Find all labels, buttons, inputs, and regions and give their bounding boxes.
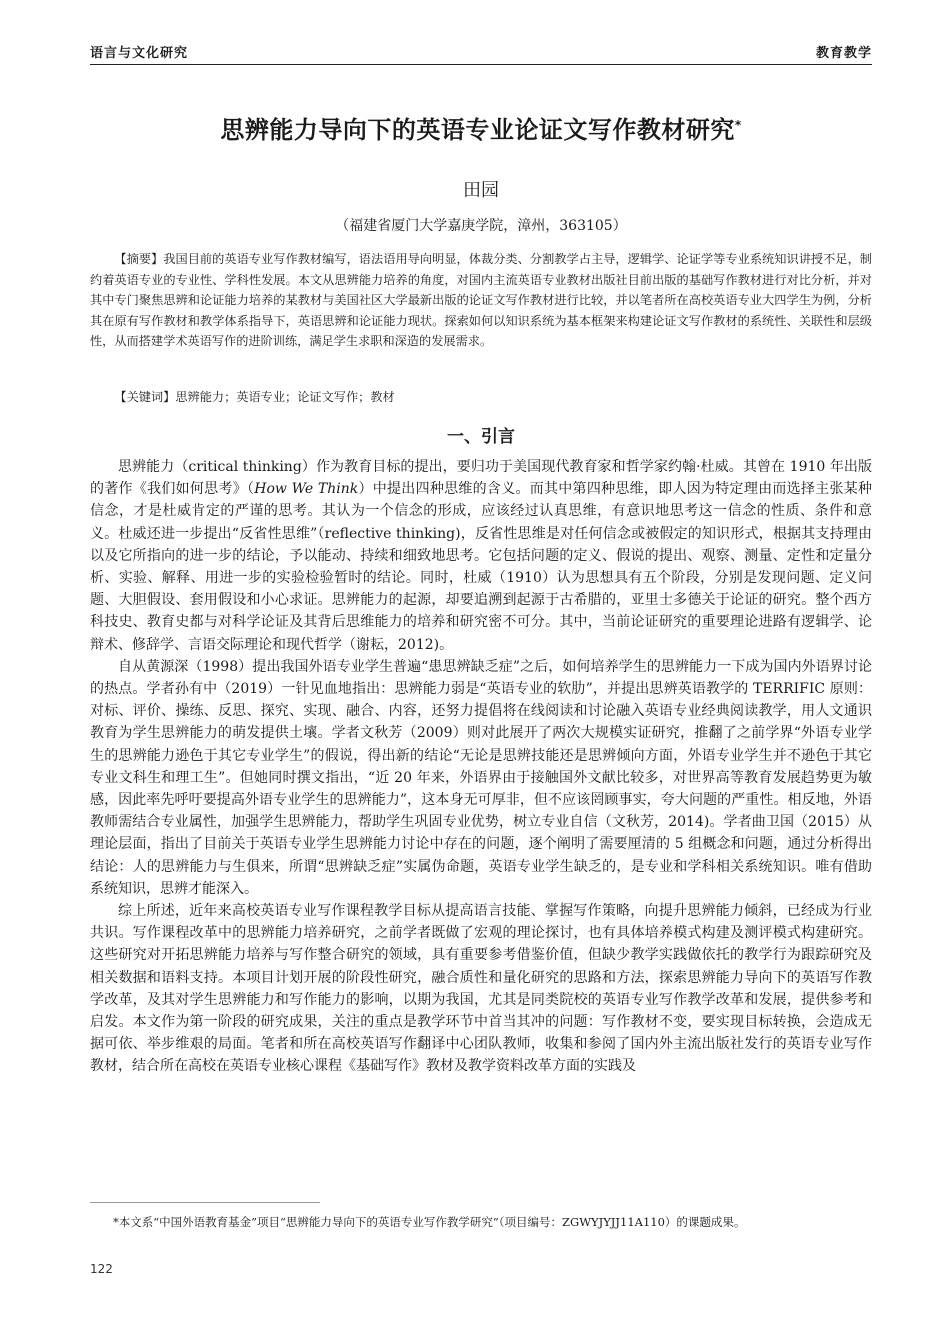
footnote-divider bbox=[90, 1202, 320, 1203]
article-title bbox=[90, 110, 872, 145]
header-column-name: 教育教学 bbox=[815, 46, 872, 61]
body-text bbox=[90, 456, 872, 1078]
keywords: 【关键词】思辨能力；英语专业；论证文写作；教材 bbox=[114, 390, 395, 404]
article-title-text: 思辨能力导向下的英语专业论证文写作教材研究 bbox=[220, 116, 735, 144]
author-affiliation: （福建省厦门大学嘉庚学院，漳州，363105） bbox=[335, 218, 627, 234]
paragraph-1 bbox=[90, 456, 872, 656]
paragraph-1-part-b: ）中提出四种思维的含义。而其中第四种思维，即人因为特定理由而选择主张某种信念，才是杜威肯定的严谨的思考。其认为一个信念的形成，应该经过认真思维，有意识地思考这一信念的性质、条件和意义。杜威还进一步提出“反省性思维”（reflective thinking)，反省性思维是对任何信念或被假定的知识形式，根据其支持理由以及它所指向的进一步的结论，予以能动、持续和细致地思考。它包括问题的定义、假说的提出、观察、测量、定性和定量分析、实验、解释、用进一步的实验检验暂时的结论。同时，杜威（1910）认为思想具有五个阶段，分别是发现问题、定义问题、大胆假设、套用假设和小心求证。思辨能力的起源，却要追溯到起源于古希腊的，亚里士多德关于论证的研究。整个西方科技史、教育史都与对科学论证及其背后思维能力的培养和研究密不可分。其中，当前论证研究的重要理论进路有逻辑学、论辩术、修辞学、言语交际理论和现代哲学（谢耘，2012)。 bbox=[90, 481, 872, 653]
header-journal-section: 语言与文化研究 bbox=[90, 46, 189, 61]
page-number: 122 bbox=[90, 1262, 113, 1276]
section-heading-introduction: 一、引言 bbox=[447, 427, 515, 447]
paragraph-2: 自从黄源深（1998）提出我国外语专业学生普遍“患思辨缺乏症”之后，如何培养学生的思辨能力一下成为国内外语界讨论的热点。学者孙有中（2019）一针见血地指出：思辨能力弱是“英语专业的软肋”，并提出思辨英语教学的 TERRIFIC 原则：对标、评价、操练、反思、探究、实现、融合、内容，还努力提倡将在线阅读和讨论融入英语专业经典阅读教学，用人文通识教育为学生思辨能力的萌发提供土壤。学者文秋芳（2009）则对此展开了两次大规模实证研究，推翻了之前学界“外语专业学生的思辨能力逊色于其它专业学生”的假说，得出新的结论“无论是思辨技能还是思辨倾向方面，外语专业学生并不逊色于其它专业文科生和理工生”。但她同时撰文指出，“近 20 年来，外语界由于接触国外文献比较多，对世界高等教育发展趋势更为敏感，因此率先呼吁要提高外语专业学生的思辨能力”，这本身无可厚非，但不应该罔顾事实，夸大问题的严重性。相反地，外语教师需结合专业属性，加强学生思辨能力，帮助学生巩固专业优势，树立专业自信（文秋芳，2014)。学者曲卫国（2015）从理论层面，指出了目前关于英语专业学生思辨能力讨论中存在的问题，逐个阐明了需要厘清的 5 组概念和问题，通过分析得出结论：人的思辨能力与生俱来，所谓“思辨缺乏症”实属伪命题，英语专业学生缺乏的，是专业和学科相关系统知识。唯有借助系统知识，思辨才能深入。 bbox=[90, 658, 872, 897]
running-header bbox=[90, 40, 872, 65]
paragraph-1-part-a: 思辨能力（critical thinking）作为教育目标的提出，要归功于美国现代教育家和哲学家约翰·杜威。其曾在 1910 年出版的著作《我们如何思考》（ bbox=[90, 459, 872, 498]
footnote: *本文系“中国外语教育基金”项目“思辨能力导向下的英语专业写作教学研究”（项目编号：ZGWYJYJJ11A110）的课题成果。 bbox=[113, 1215, 746, 1229]
abstract: 【摘要】我国目前的英语专业写作教材编写，语法语用导向明显，体裁分类、分割教学占主导，逻辑学、论证学等专业系统知识讲授不足，制约着英语专业的专业性、学科性发展。本文从思辨能力培养的角度，对国内主流英语专业教材出版社目前出版的基础写作教材进行对比分析，并对其中专门聚焦思辨和论证能力培养的某教材与美国社区大学最新出版的论证文写作教材进行比较，并以笔者所在高校英语专业大四学生为例，分析其在原有写作教材和教学体系指导下，英语思辨和论证能力现状。探索如何以知识系统为基本框架来构建论证文写作教材的系统性、关联性和层级性，从而搭建学术英语写作的进阶训练，满足学生求职和深造的发展需求。 bbox=[90, 252, 872, 349]
book-title-italic: How We Think bbox=[254, 481, 359, 498]
paragraph-3: 综上所述，近年来高校英语专业写作课程教学目标从提高语言技能、掌握写作策略，向提升思辨能力倾斜，已经成为行业共识。写作课程改革中的思辨能力培养研究，之前学者既做了宏观的理论探讨，也有具体培养模式构建及测评模式构建研究。这些研究对开拓思辨能力培养与写作整合研究的领域，具有重要参考借鉴价值，但缺少教学实践做依托的教学行为跟踪研究及相关数据和语料支持。本项目计划开展的阶段性研究，融合质性和量化研究的思路和方法，探索思辨能力导向下的英语写作教学改革，及其对学生思辨能力和写作能力的影响，以期为我国，尤其是同类院校的英语专业写作教学改革和发展，提供参考和启发。本文作为第一阶段的研究成果，关注的重点是教学环节中首当其冲的问题：写作教材不变，要实现目标转换，会造成无据可依、举步维艰的局面。笔者和所在高校英语写作翻译中心团队教师，收集和参阅了国内外主流出版社发行的英语专业写作教材，结合所在高校在英语专业核心课程《基础写作》教材及教学资料改革方面的实践及 bbox=[90, 903, 872, 1075]
author-name: 田园 bbox=[463, 180, 499, 201]
title-footnote-mark: * bbox=[734, 118, 742, 132]
